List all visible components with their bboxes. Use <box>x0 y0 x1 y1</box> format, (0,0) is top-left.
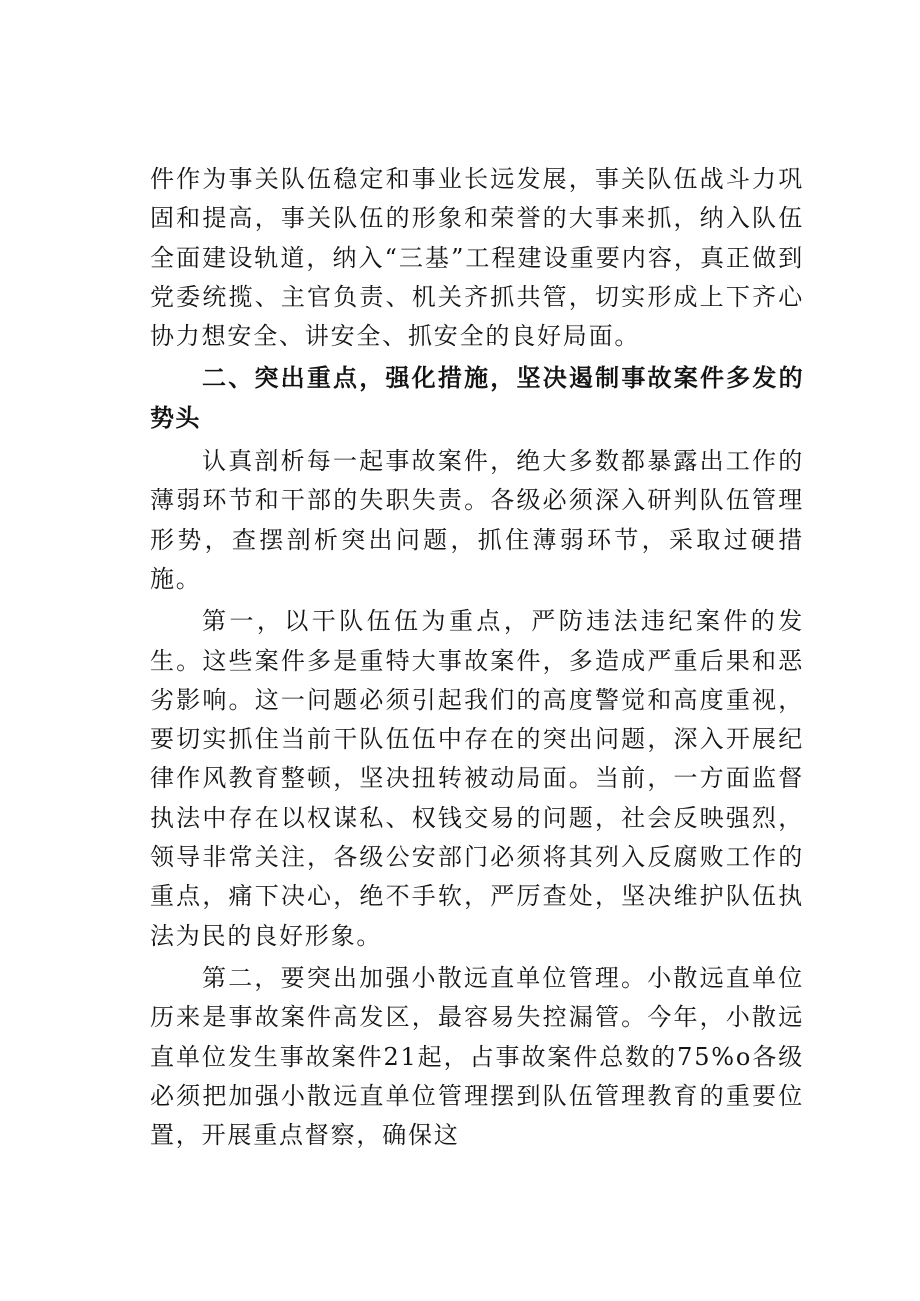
section-heading: 二、突出重点，强化措施，坚决遏制事故案件多发的势头 <box>150 364 804 432</box>
paragraph-analysis: 认真剖析每一起事故案件，绝大多数都暴露出工作的薄弱环节和干部的失职失责。各级必须深入研判队伍管理形势，查摆剖析突出问题，抓住薄弱环节，采取过硬措施。 <box>150 447 804 593</box>
paragraph-second-point: 第二，要突出加强小散远直单位管理。小散远直单位历来是事故案件高发区，最容易失控漏管。今年，小散远直单位发生事故案件21起，占事故案件总数的75%o各级必须把加强小散远直单位管理摆到队伍管理教育的重要位置，开展重点督察，确保这 <box>150 963 804 1150</box>
paragraph-continuation: 件作为事关队伍稳定和事业长远发展，事关队伍战斗力巩固和提高，事关队伍的形象和荣誉的大事来抓，纳入队伍全面建设轨道，纳入“三基”工程建设重要内容，真正做到党委统揽、主官负责、机关齐抓共管，切实形成上下齐心协力想安全、讲安全、抓安全的良好局面。 <box>150 165 804 351</box>
document-body <box>150 160 804 1158</box>
paragraph-first-point: 第一，以干队伍伍为重点，严防违法违纪案件的发生。这些案件多是重特大事故案件，多造成严重后果和恶劣影响。这一问题必须引起我们的高度警觉和高度重视，要切实抓住当前干队伍伍中存在的突出问题，深入开展纪律作风教育整顿，坚决扭转被动局面。当前，一方面监督执法中存在以权谋私、权钱交易的问题，社会反映强烈，领导非常关注，各级公安部门必须将其列入反腐败工作的重点，痛下决心，绝不手软，严厉查处，坚决维护队伍执法为民的良好形象。 <box>150 607 804 950</box>
